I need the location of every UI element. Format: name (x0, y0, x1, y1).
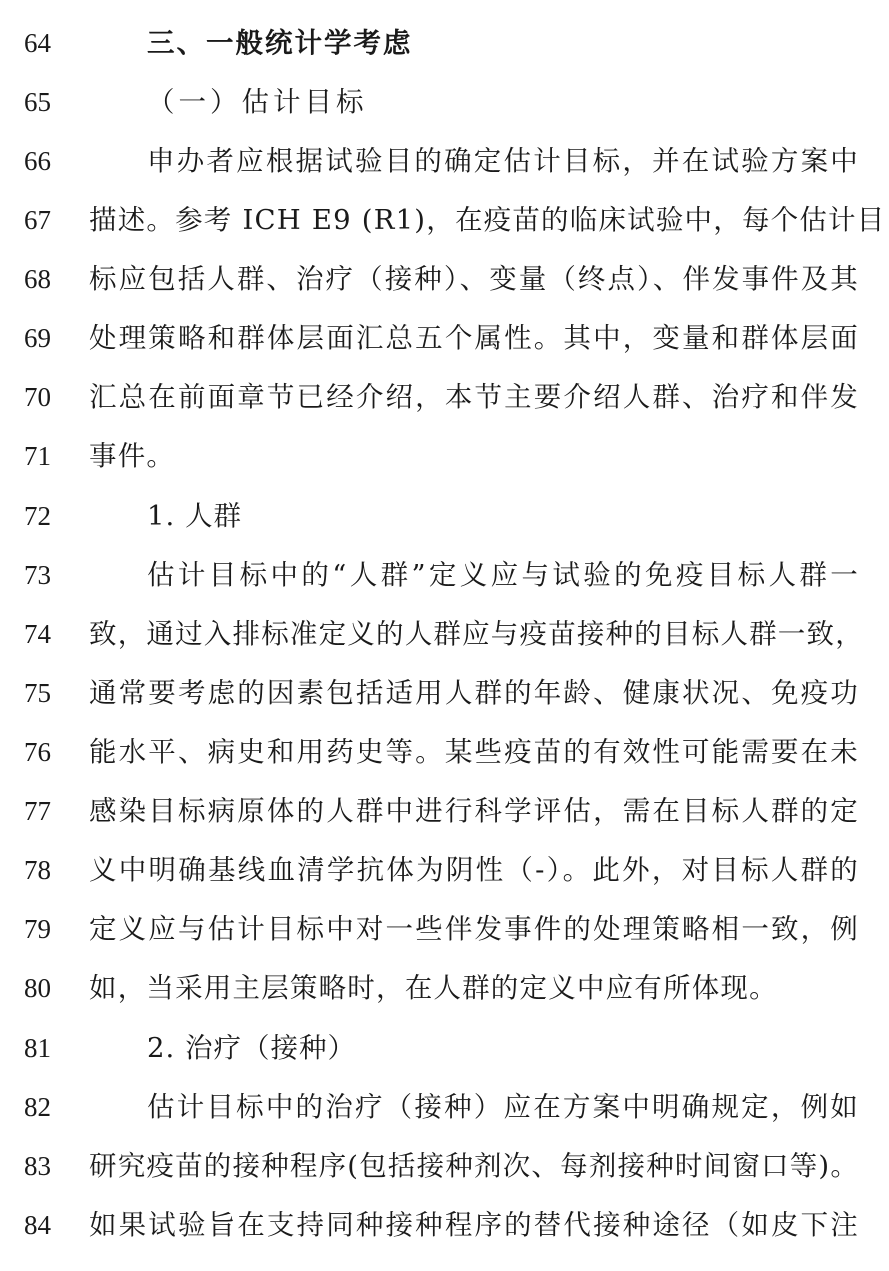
line-number: 67 (24, 205, 51, 235)
line-81 (0, 1019, 889, 1077)
line-number: 74 (24, 619, 51, 649)
paragraph-line: 能水平、病史和用药史等。某些疫苗的有效性可能需要在未 (89, 736, 859, 768)
line-74 (0, 605, 889, 663)
paragraph-line: 定义应与估计目标中对一些伴发事件的处理策略相一致，例 (89, 913, 859, 945)
line-number: 65 (24, 87, 51, 117)
paragraph-line: 研究疫苗的接种程序(包括接种剂次、每剂接种时间窗口等)。 (89, 1150, 860, 1182)
line-79 (0, 900, 889, 958)
line-number: 81 (24, 1033, 51, 1063)
line-71 (0, 427, 889, 485)
line-64 (0, 14, 889, 72)
paragraph-line: 义中明确基线血清学抗体为阴性（-）。此外，对目标人群的 (89, 854, 859, 886)
line-number: 79 (24, 914, 51, 944)
line-number: 71 (24, 441, 51, 471)
line-number: 64 (24, 28, 51, 58)
line-number: 68 (24, 264, 51, 294)
paragraph-line: 标应包括人群、治疗（接种）、变量（终点）、伴发事件及其 (89, 263, 859, 295)
line-66 (0, 132, 889, 190)
line-number: 77 (24, 796, 51, 826)
line-number: 80 (24, 973, 51, 1003)
line-number: 83 (24, 1151, 51, 1181)
line-65 (0, 73, 889, 131)
line-67 (0, 191, 889, 249)
subsection-heading: （一）估计目标 (147, 86, 368, 118)
line-69 (0, 309, 889, 367)
line-77 (0, 782, 889, 840)
line-68 (0, 250, 889, 308)
line-72 (0, 487, 889, 545)
line-number: 69 (24, 323, 51, 353)
paragraph-line: 如果试验旨在支持同种接种程序的替代接种途径（如皮下注 (89, 1209, 859, 1241)
paragraph-line: 如，当采用主层策略时，在人群的定义中应有所体现。 (89, 972, 778, 1004)
paragraph-line: 通常要考虑的因素包括适用人群的年龄、健康状况、免疫功 (89, 677, 859, 709)
line-number: 76 (24, 737, 51, 767)
paragraph-line: 申办者应根据试验目的确定估计目标，并在试验方案中 (147, 145, 859, 177)
line-83 (0, 1137, 889, 1195)
line-82 (0, 1078, 889, 1136)
section-heading: 三、一般统计学考虑 (147, 27, 413, 59)
line-number: 82 (24, 1092, 51, 1122)
line-73 (0, 546, 889, 604)
line-78 (0, 841, 889, 899)
paragraph-line: 估计目标中的“人群”定义应与试验的免疫目标人群一 (147, 559, 859, 591)
line-number: 73 (24, 560, 51, 590)
line-75 (0, 664, 889, 722)
paragraph-line: 汇总在前面章节已经介绍，本节主要介绍人群、治疗和伴发 (89, 381, 859, 413)
line-number: 78 (24, 855, 51, 885)
line-number: 66 (24, 146, 51, 176)
item-heading: 1. 人群 (147, 500, 242, 532)
paragraph-line: 处理策略和群体层面汇总五个属性。其中，变量和群体层面 (89, 322, 859, 354)
item-heading: 2. 治疗（接种） (147, 1032, 356, 1064)
line-number: 72 (24, 501, 51, 531)
line-number: 84 (24, 1210, 51, 1240)
line-84 (0, 1196, 889, 1254)
line-76 (0, 723, 889, 781)
line-number: 75 (24, 678, 51, 708)
paragraph-line: 致，通过入排标准定义的人群应与疫苗接种的目标人群一致， (89, 618, 864, 650)
paragraph-line: 事件。 (89, 440, 176, 472)
paragraph-line: 描述。参考 ICH E9 (R1)，在疫苗的临床试验中，每个估计目 (89, 204, 886, 236)
paragraph-line: 感染目标病原体的人群中进行科学评估，需在目标人群的定 (89, 795, 859, 827)
line-80 (0, 959, 889, 1017)
line-number: 70 (24, 382, 51, 412)
line-70 (0, 368, 889, 426)
paragraph-line: 估计目标中的治疗（接种）应在方案中明确规定，例如 (147, 1091, 859, 1123)
